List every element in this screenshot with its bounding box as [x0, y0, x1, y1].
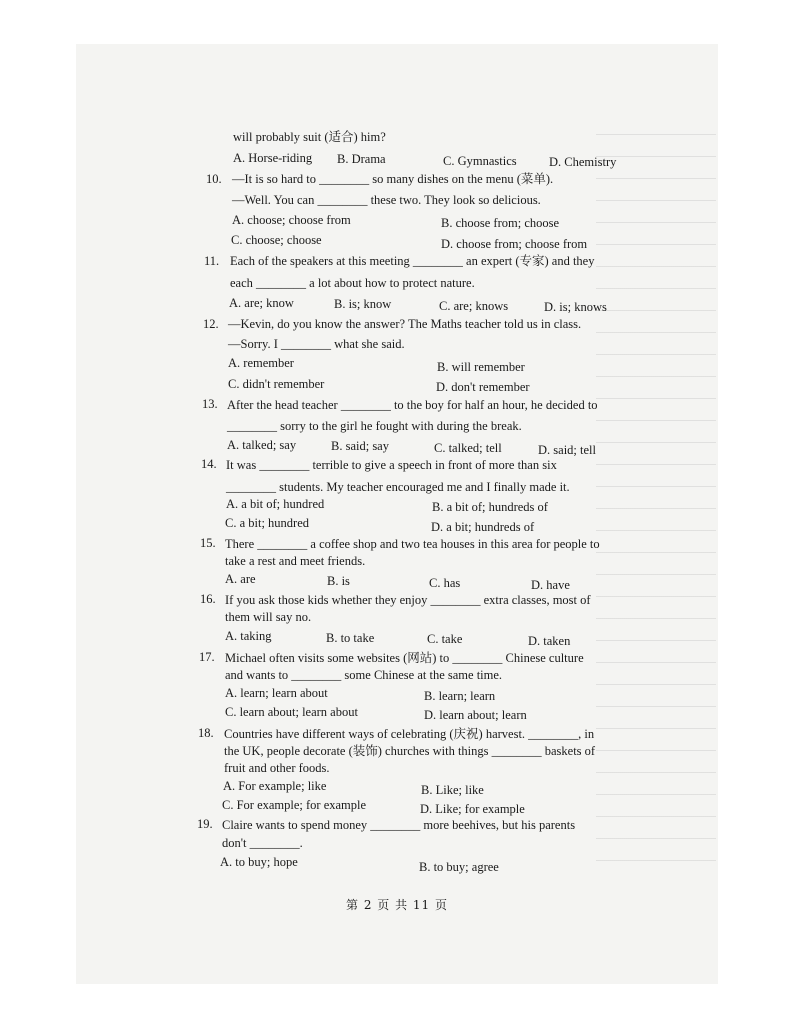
question-line: —Kevin, do you know the answer? The Maths teacher told us in class. — [228, 317, 582, 331]
option-a: A. remember — [228, 356, 294, 370]
option-c: C. For example; for example — [222, 798, 367, 812]
option-c: C. talked; tell — [434, 441, 502, 455]
q9-option-b: B. Drama — [337, 152, 386, 166]
option-c: C. choose; choose — [231, 233, 322, 247]
option-d: D. don't remember — [436, 380, 530, 394]
question-number: 19. — [197, 817, 213, 831]
question-number: 15. — [200, 536, 216, 550]
option-b: B. a bit of; hundreds of — [432, 500, 548, 514]
option-a: A. a bit of; hundred — [226, 497, 325, 511]
option-d: D. learn about; learn — [424, 708, 527, 722]
option-c: C. didn't remember — [228, 377, 325, 391]
option-d: D. choose from; choose from — [441, 237, 588, 251]
q9-option-d: D. Chemistry — [549, 155, 617, 169]
option-c: C. are; knows — [439, 299, 509, 313]
question-line: ________ students. My teacher encouraged me and I finally made it. — [226, 480, 570, 494]
option-c: C. learn about; learn about — [225, 705, 358, 719]
question-number: 13. — [202, 397, 218, 411]
option-b: B. to buy; agree — [419, 860, 499, 874]
question-number: 10. — [206, 172, 222, 186]
question-number: 11. — [204, 254, 220, 268]
question-line: don't ________. — [222, 836, 303, 850]
option-a: A. learn; learn about — [225, 686, 328, 700]
page-footer: 第 2 页 共 11 页 — [346, 898, 448, 912]
option-d: D. Like; for example — [420, 802, 525, 816]
option-d: D. taken — [528, 634, 571, 648]
question-line: Countries have different ways of celebrating (庆祝) harvest. ________, in — [224, 727, 595, 741]
question-number: 12. — [203, 317, 219, 331]
question-line: After the head teacher ________ to the boy for half an hour, he decided to — [227, 398, 598, 412]
option-c: C. a bit; hundred — [225, 516, 310, 530]
question-line: —Well. You can ________ these two. They look so delicious. — [232, 193, 541, 207]
question-number: 16. — [200, 592, 216, 606]
q9-option-a: A. Horse-riding — [233, 151, 313, 165]
question-line: each ________ a lot about how to protect nature. — [230, 276, 475, 290]
q9-option-c: C. Gymnastics — [443, 154, 517, 168]
question-line: Each of the speakers at this meeting ________ an expert (专家) and they — [230, 254, 595, 268]
question-line: ________ sorry to the girl he fought with during the break. — [227, 419, 522, 433]
question-line: —It is so hard to ________ so many dishes on the menu (菜单). — [232, 172, 554, 186]
option-b: B. is — [327, 574, 350, 588]
option-a: A. taking — [225, 629, 272, 643]
option-c: C. take — [427, 632, 463, 646]
option-a: A. talked; say — [227, 438, 297, 452]
question-line: If you ask those kids whether they enjoy ________ extra classes, most of — [225, 593, 591, 607]
option-a: A. are; know — [229, 296, 294, 310]
option-d: D. said; tell — [538, 443, 596, 457]
option-b: B. said; say — [331, 439, 389, 453]
option-a: A. For example; like — [223, 779, 327, 793]
option-b: B. choose from; choose — [441, 216, 560, 230]
option-b: B. is; know — [334, 297, 392, 311]
option-b: B. will remember — [437, 360, 525, 374]
question-line: and wants to ________ some Chinese at the same time. — [225, 668, 503, 682]
question-9-tail-text: will probably suit (适合) him? — [233, 130, 386, 144]
question-number: 17. — [199, 650, 215, 664]
option-d: D. have — [531, 578, 570, 592]
question-line: —Sorry. I ________ what she said. — [228, 337, 405, 351]
question-number: 14. — [201, 457, 217, 471]
question-line: Michael often visits some websites (网站) to ________ Chinese culture — [225, 651, 584, 665]
question-line: fruit and other foods. — [224, 761, 330, 775]
option-b: B. Like; like — [421, 783, 484, 797]
question-line: Claire wants to spend money ________ more beehives, but his parents — [222, 818, 576, 832]
option-b: B. to take — [326, 631, 375, 645]
option-c: C. has — [429, 576, 461, 590]
question-number: 18. — [198, 726, 214, 740]
option-a: A. choose; choose from — [232, 213, 351, 227]
question-line: take a rest and meet friends. — [225, 554, 366, 568]
question-line: them will say no. — [225, 610, 312, 624]
option-a: A. are — [225, 572, 256, 586]
question-line: It was ________ terrible to give a speech in front of more than six — [226, 458, 557, 472]
option-b: B. learn; learn — [424, 689, 496, 703]
question-line: the UK, people decorate (装饰) churches with things ________ baskets of — [224, 744, 596, 758]
option-a: A. to buy; hope — [220, 855, 298, 869]
option-d: D. a bit; hundreds of — [431, 520, 535, 534]
question-line: There ________ a coffee shop and two tea houses in this area for people to — [225, 537, 600, 551]
option-d: D. is; knows — [544, 300, 607, 314]
